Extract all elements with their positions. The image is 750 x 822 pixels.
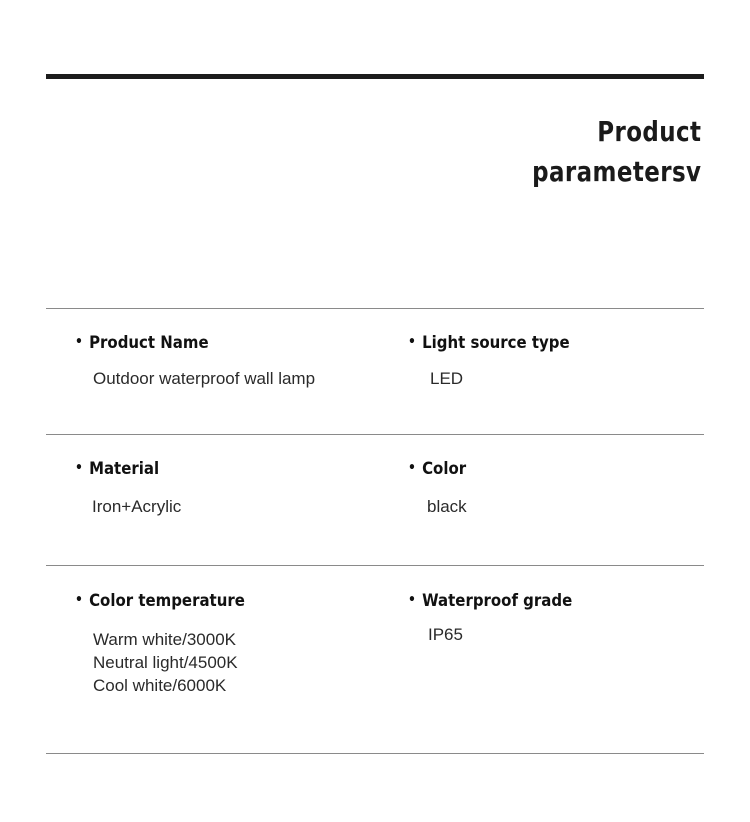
bullet-icon: • <box>75 460 83 476</box>
bullet-icon: • <box>408 592 416 608</box>
param-material <box>75 459 181 518</box>
bullet-icon: • <box>75 334 83 350</box>
bullet-icon: • <box>408 460 416 476</box>
param-label: Waterproof grade <box>422 591 573 611</box>
param-value-line: Outdoor waterproof wall lamp <box>93 369 316 388</box>
param-value-line: Iron+Acrylic <box>92 497 182 516</box>
bullet-icon: • <box>75 592 83 608</box>
row-divider <box>46 753 704 754</box>
param-label: Light source type <box>422 333 570 353</box>
page-title-line-1: Product <box>596 115 701 148</box>
row-divider <box>46 565 704 566</box>
param-value-line: LED <box>430 369 464 388</box>
param-value <box>93 367 315 390</box>
bullet-icon: • <box>408 334 416 350</box>
param-value <box>430 367 592 390</box>
param-value <box>93 628 268 697</box>
row-divider <box>46 308 704 309</box>
param-value-line: black <box>427 497 467 516</box>
param-label: Color temperature <box>89 591 245 611</box>
param-color <box>408 459 474 518</box>
param-value <box>428 623 595 646</box>
param-light-source-type <box>408 333 592 390</box>
param-value-line: Neutral light/4500K <box>93 653 238 672</box>
param-value-line: Warm white/3000K <box>93 630 236 649</box>
param-value <box>427 495 474 518</box>
param-value-line: Cool white/6000K <box>93 676 227 695</box>
page-title-line-2: parametersv <box>531 155 701 188</box>
param-value-line: IP65 <box>428 625 463 644</box>
param-value <box>92 495 181 518</box>
param-color-temperature <box>75 591 268 697</box>
page-title <box>532 112 701 192</box>
param-label: Material <box>89 459 160 479</box>
param-label: Product Name <box>89 333 209 353</box>
row-divider <box>46 434 704 435</box>
param-product-name <box>75 333 315 390</box>
param-waterproof-grade <box>408 591 595 646</box>
param-label: Color <box>422 459 467 479</box>
top-divider <box>46 74 704 79</box>
